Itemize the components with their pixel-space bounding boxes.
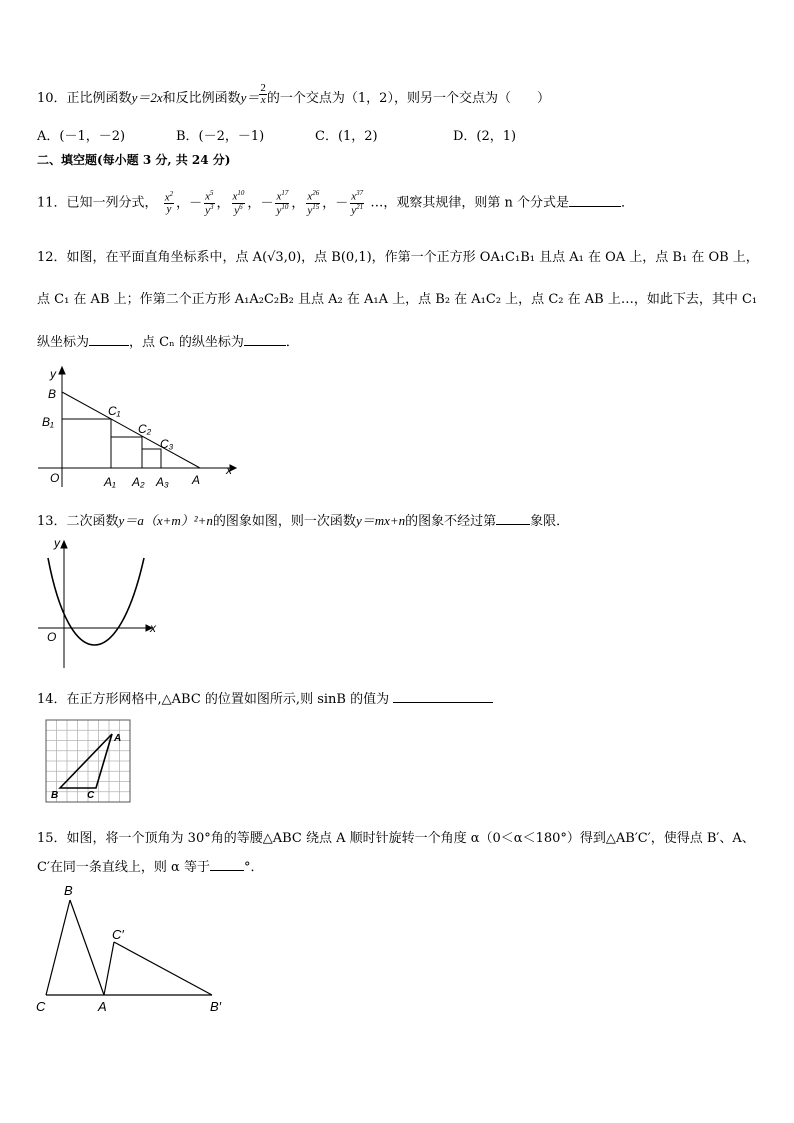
q11-numerator-base: x — [276, 190, 282, 203]
q13-label-x: x — [150, 621, 156, 635]
q11-fraction-numerator — [275, 190, 289, 204]
q15-line2-b: °． — [243, 860, 264, 875]
q11-denominator-exponent: 3 — [210, 202, 214, 211]
q13-func2: y＝mx+n — [355, 513, 406, 528]
q14-text: 14．在正方形网格中,△ABC 的位置如图所示,则 sinB 的值为 — [37, 692, 390, 707]
q15-line-1: 15．如图，将一个顶角为 30°角的等腰△ABC 绕点 A 顺时针旋转一个角度 α（0＜α＜180°）得到△AB′C′，使得点 B′、A、 — [37, 831, 755, 846]
q10-option-c[interactable]: C．(1，2) — [315, 129, 378, 144]
q13-figure — [34, 536, 164, 672]
q12-line3-b: ，点 Cₙ 的纵坐标为 — [129, 335, 244, 350]
q13-label-y: y — [54, 536, 60, 550]
q12-label-o: O — [50, 471, 60, 485]
q10-text-b: 和反比例函数 — [162, 91, 241, 106]
q15-segment-ba — [70, 900, 104, 995]
q11-numerator-exponent: 2 — [169, 189, 174, 198]
q11-fraction-denominator — [275, 204, 289, 217]
q12-label-a2: A₂ — [132, 475, 145, 489]
q11-fraction-numerator — [164, 191, 174, 205]
q14-figure — [44, 718, 132, 804]
q12-label-b: B — [48, 387, 57, 401]
q11-denominator-base: y — [276, 204, 282, 217]
q12-label-c1: C₁ — [108, 404, 121, 418]
q12-line-ab — [62, 392, 200, 468]
q11-fraction-sign: － — [335, 195, 349, 211]
q14-label-a: A — [114, 733, 122, 744]
q12-square-2 — [111, 437, 142, 468]
q12-blank-1[interactable] — [89, 345, 129, 346]
q12-label-x: x — [226, 463, 232, 477]
q11-number: 11． — [37, 195, 67, 211]
q12-line-1: 12．如图，在平面直角坐标系中，点 A(√3,0)，点 B(0,1)，作第一个正方形 OA₁C₁B₁ 且点 A₁ 在 OA 上，点 B₁ 在 OB 上， — [37, 250, 759, 265]
q14-label-c: C — [87, 790, 95, 801]
q11-separator: ， — [247, 195, 261, 211]
q11-separator: ， — [216, 195, 230, 211]
q13-parabola — [48, 558, 144, 645]
q10-func1: y＝2x — [131, 90, 163, 105]
q13-func: y＝a（x+m）²+n — [118, 513, 213, 528]
q13-text-d: 象限． — [530, 514, 570, 529]
q15-line-2 — [37, 856, 263, 875]
q13-y-arrow — [61, 541, 67, 548]
q11-fraction — [204, 190, 214, 216]
q10-number: 10． — [37, 91, 67, 106]
q11-denominator-exponent: 21 — [356, 202, 364, 211]
q11-numerator-exponent: 37 — [356, 189, 364, 197]
q11-denominator-base: y — [205, 204, 211, 217]
q11-numerator-base: x — [164, 191, 170, 204]
q11-numerator-exponent: 26 — [312, 189, 320, 197]
q11-denominator-exponent: 15 — [312, 202, 320, 211]
q11-numerator-base: x — [232, 190, 238, 203]
q11-fraction-denominator — [204, 204, 214, 217]
q12-label-a3: A₃ — [156, 475, 169, 489]
q11-numerator-exponent: 10 — [237, 189, 245, 197]
q11-fraction-denominator — [164, 204, 174, 215]
q11-fraction-denominator — [306, 204, 320, 217]
q11-fraction-numerator — [306, 190, 320, 204]
q12-line-2: 点 C₁ 在 AB 上；作第二个正方形 A₁A₂C₂B₂ 且点 A₂ 在 A₁A 上，点 B₂ 在 A₁C₂ 上，点 C₂ 在 AB 上…，如此下去，其中 C₁ — [37, 292, 758, 307]
q12-label-a: A — [192, 473, 201, 487]
q12-label-c3: C₃ — [160, 437, 174, 451]
q15-segment-c-prime-b-prime — [114, 942, 212, 995]
q12-line3-c: ． — [285, 335, 299, 350]
q11-fraction — [275, 190, 289, 216]
q11-denominator-base: y — [307, 204, 313, 217]
q12-figure — [30, 362, 250, 492]
q11-separator: ， — [176, 195, 190, 211]
q11-stem — [37, 190, 634, 216]
q11-fraction-numerator — [350, 190, 364, 204]
q12-square-1 — [62, 419, 111, 468]
q12-line-3 — [37, 331, 299, 350]
q11-separator: ， — [291, 195, 305, 211]
q12-line3-a: 纵坐标为 — [37, 335, 90, 350]
q11-fraction-denominator — [350, 204, 364, 217]
q10-stem — [37, 82, 550, 109]
q10-func2-fraction — [259, 83, 267, 106]
q13-answer-blank[interactable] — [496, 524, 530, 525]
q11-denominator-exponent: 10 — [281, 202, 289, 211]
section-2-title: 二、填空题(每小题 3 分, 共 24 分) — [37, 153, 231, 167]
q10-func2-num: 2 — [260, 82, 266, 94]
q11-numerator-base: x — [307, 190, 313, 203]
q12-label-y: y — [50, 367, 56, 381]
q14-stem — [37, 688, 493, 707]
q12-square-3 — [142, 449, 161, 468]
q11-fraction — [164, 191, 174, 216]
q15-segment-ac-prime — [104, 942, 114, 995]
q15-answer-blank[interactable] — [210, 870, 244, 871]
q11-fraction-sign: － — [189, 195, 203, 211]
q11-fraction — [306, 190, 320, 216]
q11-numerator-exponent: 17 — [281, 189, 289, 197]
q11-text-b: …，观察其规律，则第 n 个分式是 — [370, 195, 569, 211]
q10-func2-den: x — [260, 94, 266, 106]
q11-fraction — [350, 190, 364, 216]
q13-stem — [37, 510, 569, 529]
q13-label-o: O — [47, 630, 57, 644]
q12-y-arrow — [59, 367, 65, 374]
q11-answer-blank[interactable] — [569, 206, 621, 207]
q15-label-b-prime: B′ — [210, 999, 222, 1014]
q13-text-c: 的图象不经过第 — [405, 514, 497, 529]
q10-option-b[interactable]: B．(－2，－1) — [176, 129, 265, 144]
q14-answer-blank[interactable] — [393, 702, 493, 703]
q11-fraction-denominator — [232, 204, 246, 217]
q10-func2-lhs: y＝ — [240, 90, 260, 105]
q11-text-a: 已知一列分式， — [66, 195, 158, 211]
q11-fraction-list — [162, 189, 366, 217]
q12-label-c2: C₂ — [138, 422, 152, 436]
q11-fraction-numerator — [232, 190, 246, 204]
q14-label-b: B — [51, 790, 59, 801]
q11-denominator-base: y — [234, 204, 240, 217]
q11-end: ． — [620, 195, 634, 211]
q11-denominator-exponent: 6 — [239, 202, 243, 211]
q15-segment-cb — [46, 900, 70, 995]
q11-numerator-exponent: 5 — [210, 189, 214, 197]
q15-label-c: C — [36, 999, 46, 1014]
q11-fraction-numerator — [204, 190, 214, 204]
q12-label-b1: B₁ — [42, 415, 54, 429]
q13-text-a: 13．二次函数 — [37, 514, 119, 529]
q12-label-a1: A₁ — [104, 475, 116, 489]
q10-option-d[interactable]: D．(2，1) — [453, 129, 517, 144]
q11-denominator-base: y — [166, 203, 172, 216]
q11-numerator-base: x — [205, 190, 211, 203]
q15-label-c-prime: C′ — [112, 927, 124, 942]
q15-line2-a: C′在同一条直线上，则 α 等于 — [37, 860, 210, 875]
q15-figure — [30, 878, 240, 1018]
q10-option-a[interactable]: A．(－1，－2) — [37, 129, 126, 144]
q10-text-a: 正比例函数 — [66, 91, 132, 106]
q15-label-a: A — [98, 999, 107, 1014]
q13-text-b: 的图象如图，则一次函数 — [212, 514, 356, 529]
q11-numerator-base: x — [351, 190, 357, 203]
q12-blank-2[interactable] — [244, 345, 286, 346]
q11-fraction — [232, 190, 246, 216]
q11-separator: ， — [322, 195, 336, 211]
q11-fraction-sign: － — [260, 195, 274, 211]
q11-denominator-base: y — [351, 204, 357, 217]
q10-text-c: 的一个交点为（1，2），则另一个交点为（ ） — [266, 91, 550, 106]
q15-label-b: B — [64, 883, 73, 898]
